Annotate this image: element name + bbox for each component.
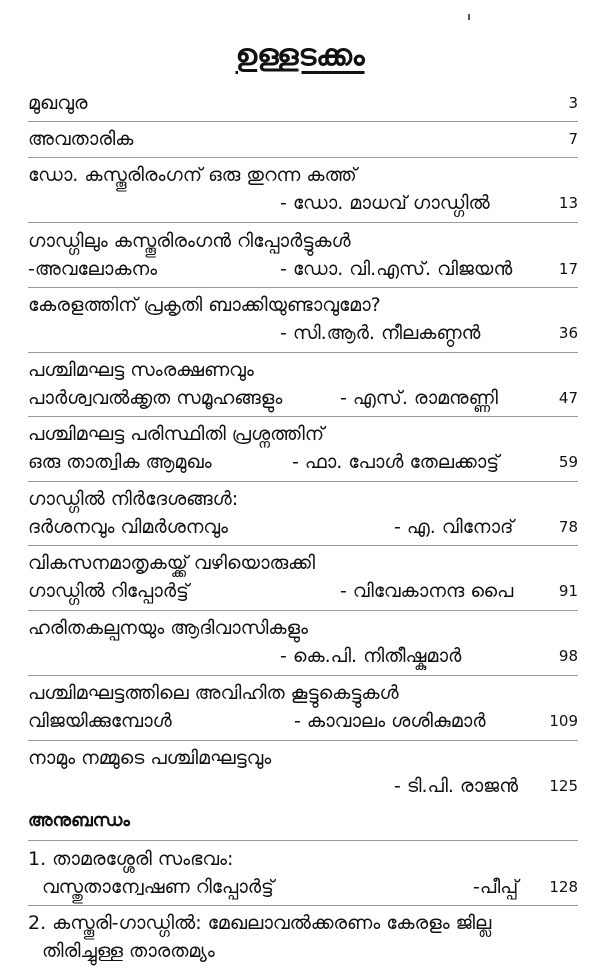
entry-author: - ഫാ. പോൾ തേലക്കാട്ട് (292, 451, 500, 473)
entry-title-cont: ഒരു താത്വിക ആമുഖം (28, 451, 212, 473)
entry-title: ഹരിതകല്പനയും ആദിവാസികളും (28, 617, 309, 639)
entry-title-cont: -അവലോകനം (28, 258, 158, 280)
separator (28, 481, 578, 482)
separator (28, 610, 578, 611)
entry-page: 47 (558, 389, 578, 407)
entry-author: - കെ.പി. നിതീഷ്കുമാർ (280, 645, 462, 667)
appendix-item-2-line1 (28, 908, 578, 938)
entry-page: 91 (558, 582, 578, 600)
toc-entry-3-line2 (28, 188, 578, 218)
toc-entry-3-line1 (28, 160, 578, 190)
toc-entry-10-line2 (28, 641, 578, 671)
separator (28, 840, 578, 841)
separator (28, 905, 578, 906)
toc-entry-7-line2 (28, 447, 578, 477)
entry-title-cont: ദർശനവും വിമർശനവും (28, 516, 229, 538)
appendix-item-2-line2 (28, 936, 578, 966)
toc-entry-12-line1 (28, 743, 578, 773)
entry-title: കേരളത്തിന് പ്രകൃതി ബാക്കിയുണ്ടാവുമോ? (28, 294, 381, 316)
toc-entry-6-line1 (28, 355, 578, 385)
toc-entry-4-line2 (28, 254, 578, 284)
entry-author: - സി.ആർ. നീലകണ്ഠൻ (280, 322, 481, 344)
entry-author: - ഡോ. മാധവ് ഗാഡ്ഗിൽ (280, 192, 490, 214)
entry-page: 3 (568, 94, 578, 112)
entry-author: - എ. വിനോദ് (394, 516, 514, 538)
entry-page: 59 (558, 453, 578, 471)
appendix-title-cont: തിരിച്ചുള്ള താരതമ്യം (42, 940, 215, 962)
entry-title: വികസനമാതൃകയ്ക്ക് വഴിയൊരുക്കി (28, 552, 315, 574)
entry-title: നാമും നമ്മുടെ പശ്ചിമഘട്ടവും (28, 747, 272, 769)
appendix-title: 1. താമരശ്ശേരി സംഭവം: (28, 848, 234, 870)
entry-author: - കാവാലം ശശികുമാർ (294, 710, 486, 732)
entry-title: മുഖവുര (28, 92, 88, 114)
toc-entry-8-line2 (28, 512, 578, 542)
entry-title-cont: ഗാഡ്ഗിൽ റിപ്പോർട്ട് (28, 580, 189, 602)
toc-entry-introduction (28, 124, 578, 154)
toc-entry-10-line1 (28, 613, 578, 643)
toc-entry-8-line1 (28, 484, 578, 514)
entry-title: പശ്ചിമഘട്ട പരിസ്ഥിതി പ്രശ്നത്തിന് (28, 423, 325, 445)
entry-page: 98 (558, 647, 578, 665)
entry-title: പശ്ചിമഘട്ടത്തിലെ അവിഹിത കൂട്ടുകെട്ടുകൾ (28, 682, 399, 704)
toc-entry-12-line2 (28, 771, 578, 801)
entry-page: 17 (558, 260, 578, 278)
toc-entry-9-line2 (28, 576, 578, 606)
toc-entry-6-line2 (28, 383, 578, 413)
entry-page: 109 (549, 712, 578, 730)
entry-page: 13 (558, 194, 578, 212)
entry-author: - ടി.പി. രാജൻ (394, 775, 519, 797)
toc-entry-4-line1 (28, 226, 578, 256)
entry-title: അവതാരിക (28, 128, 134, 150)
entry-title: പശ്ചിമഘട്ട സംരക്ഷണവും (28, 359, 254, 381)
appendix-heading: അനുബന്ധം (28, 810, 130, 831)
toc-entry-7-line1 (28, 419, 578, 449)
entry-page: 78 (558, 518, 578, 536)
appendix-author: -പീപ്പ് (473, 876, 519, 898)
entry-title-cont: വിജയിക്കുമ്പോൾ (28, 710, 172, 732)
toc-entry-11-line2 (28, 706, 578, 736)
entry-author: - വിവേകാനന്ദ പൈ (340, 580, 514, 602)
entry-page: 7 (568, 130, 578, 148)
entry-title: ഗാഡ്ഗിലും കസ്തൂരിരംഗൻ റിപ്പോർട്ടുകൾ (28, 230, 351, 252)
appendix-title: 2. കസ്തൂരി-ഗാഡ്ഗിൽ: മേഖലാവൽക്കരണം കേരളം ജില്ല (28, 912, 492, 934)
separator (28, 675, 578, 676)
toc-entry-5-line2 (28, 318, 578, 348)
appendix-title-cont: വസ്തുതാന്വേഷണ റിപ്പോർട്ട് (42, 876, 274, 898)
toc-entry-11-line1 (28, 678, 578, 708)
separator (28, 287, 578, 288)
separator (28, 352, 578, 353)
entry-title-cont: പാർശ്വവൽക്കൃത സമൂഹങ്ങളും (28, 387, 283, 409)
entry-author: - എസ്. രാമനുണ്ണി (340, 387, 498, 409)
entry-author: - ഡോ. വി.എസ്. വിജയൻ (280, 258, 513, 280)
entry-title: ഡോ. കസ്തൂരിരംഗന് ഒരു തുറന്ന കത്ത് (28, 164, 357, 186)
separator (28, 222, 578, 223)
entry-title: ഗാഡ്ഗിൽ നിർദേശങ്ങൾ: (28, 488, 239, 510)
entry-page: 125 (549, 777, 578, 795)
ink-speck (468, 14, 470, 20)
page-title: ഉള്ളടക്കം (235, 38, 365, 73)
toc-entry-5-line1 (28, 290, 578, 320)
appendix-item-1-line1 (28, 844, 578, 874)
toc-entry-9-line1 (28, 548, 578, 578)
separator (28, 545, 578, 546)
toc-entry-preface (28, 88, 578, 118)
appendix-page: 128 (549, 878, 578, 896)
separator (28, 157, 578, 158)
separator (28, 740, 578, 741)
entry-page: 36 (558, 324, 578, 342)
appendix-item-1-line2 (28, 872, 578, 902)
separator (28, 121, 578, 122)
separator (28, 416, 578, 417)
